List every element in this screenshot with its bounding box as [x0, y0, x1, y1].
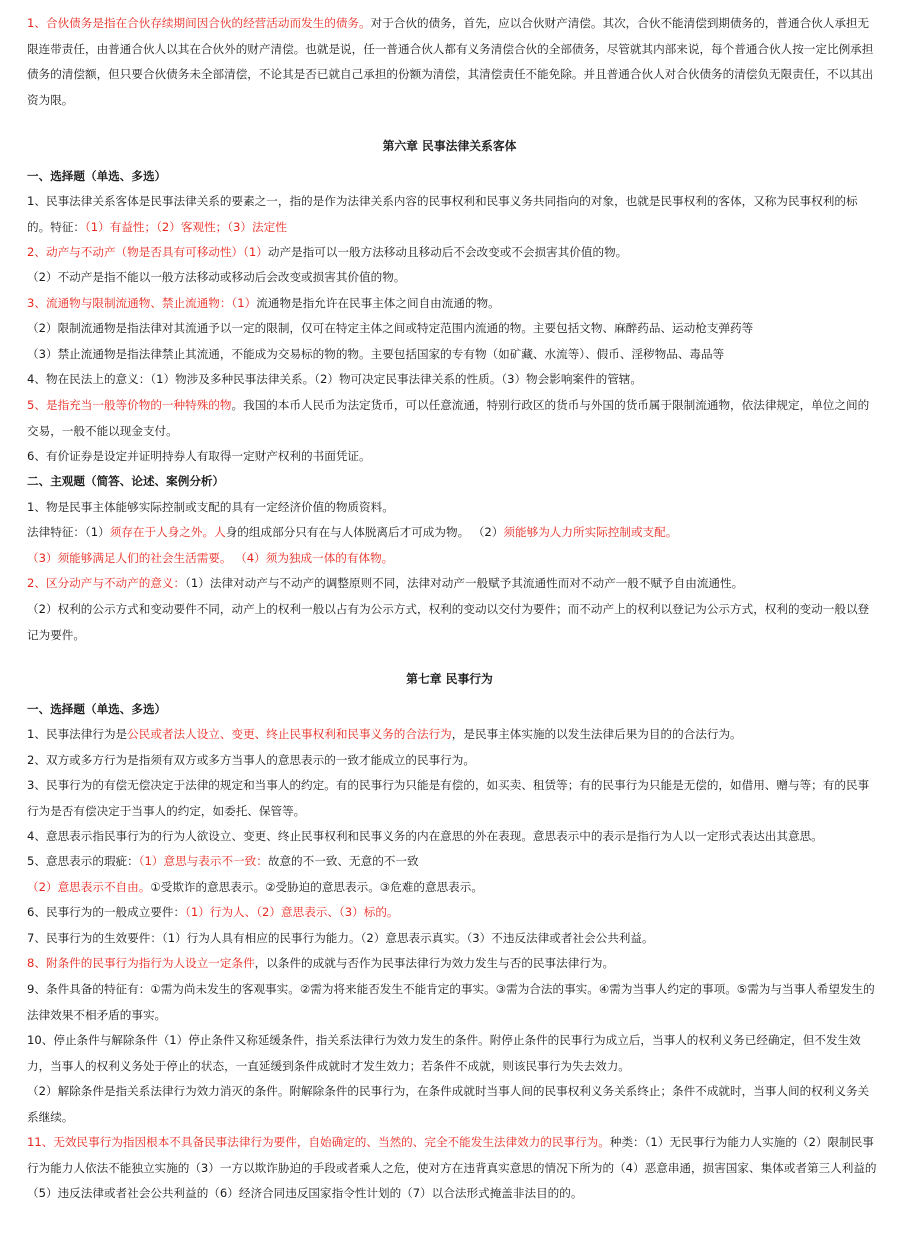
ch7-item-6: 6、民事行为的一般成立要件：（1）行为人、（2）意思表示、（3）标的。 — [27, 905, 399, 919]
ch7-section-1-heading: 一、选择题（单选、多选） — [27, 702, 167, 716]
ch6-item-2: 2、动产与不动产（物是否具有可移动性）（1）动产是指可以一般方法移动且移动后不会改变或不会损害其价值的物。 — [27, 245, 628, 259]
ch7-item-3: 3、民事行为的有偿无偿决定于法律的规定和当事人的约定。有的民事行为只能是有偿的，如买卖、租赁等；有的民事行为只能是无偿的，如借用、赠与等；有的民事行为是否有偿决定于当事人的约定，如委托、保管等。 — [27, 778, 870, 818]
ch6-item-3: 3、流通物与限制流通物、禁止流通物：（1）流通物是指允许在民事主体之间自由流通的物。 — [27, 296, 500, 310]
ch7-item-7: 7、民事行为的生效要件：（1）行为人具有相应的民事行为能力。（2）意思表示真实。（3）不违反法律或者社会公共利益。 — [27, 931, 654, 945]
ch7-item-10-sub: （2）解除条件是指关系法律行为效力消灭的条件。附解除条件的民事行为，在条件成就时当事人间的民事权利义务关系终止；条件不成就时，当事人间的权利义务关系继续。 — [27, 1084, 870, 1124]
ch6-item-5: 5、是指充当一般等价物的一种特殊的物。我国的本币人民币为法定货币，可以任意流通，特别行政区的货币与外国的货币属于限制流通物，依法律规定，单位之间的交易，一般不能以现金支付。 — [27, 398, 870, 438]
ch6-section-2-heading: 二、主观题（简答、论述、案例分析） — [27, 474, 225, 488]
ch6-item-1: 1、民事法律关系客体是民事法律关系的要素之一，指的是作为法律关系内容的民事权利和民事义务共同指向的对象，也就是民事权利的客体，又称为民事权利的标的。特征：（1）有益性；（2）客观性；（3）法定性 — [27, 194, 858, 234]
ch6-legal-features-cont: （3）须能够满足人们的社会生活需要。 （4）须为独成一体的有体物。 — [27, 551, 394, 565]
ch6-section-1-heading: 一、选择题（单选、多选） — [27, 169, 167, 183]
ch7-item-2: 2、双方或多方行为是指须有双方或多方当事人的意思表示的一致才能成立的民事行为。 — [27, 753, 475, 767]
ch6-item-3-sub-3: （3）禁止流通物是指法律禁止其流通，不能成为交易标的物的物。主要包括国家的专有物（如矿藏、水流等）、假币、淫秽物品、毒品等 — [27, 347, 725, 361]
ch7-item-4: 4、意思表示指民事行为的行为人欲设立、变更、终止民事权利和民事义务的内在意思的外在表现。意思表示中的表示是指行为人以一定形式表达出其意思。 — [27, 829, 823, 843]
ch6-subjective-2: 2、区分动产与不动产的意义：（1）法律对动产与不动产的调整原则不同，法律对动产一般赋予其流通性而对不动产一般不赋予自由流通性。 — [27, 576, 744, 590]
ch6-item-2-sub: （2）不动产是指不能以一般方法移动或移动后会改变或损害其价值的物。 — [27, 270, 406, 284]
ch7-item-8: 8、附条件的民事行为指行为人设立一定条件，以条件的成就与否作为民事法律行为效力发生与否的民事法律行为。 — [27, 956, 615, 970]
ch6-item-3-sub-2: （2）限制流通物是指法律对其流通予以一定的限制，仅可在特定主体之间或特定范围内流通的物。主要包括文物、麻醉药品、运动枪支弹药等 — [27, 321, 754, 335]
ch6-item-4: 4、物在民法上的意义：（1）物涉及多种民事法律关系。（2）物可决定民事法律关系的性质。（3）物会影响案件的管辖。 — [27, 372, 642, 386]
chapter-7-title: 第七章 民事行为 — [406, 672, 493, 686]
ch7-item-9: 9、条件具备的特征有：①需为尚未发生的客观事实。②需为将来能否发生不能肯定的事实。③需为合法的事实。④需为当事人约定的事项。⑤需为与当事人希望发生的法律效果不相矛盾的事实。 — [27, 982, 875, 1022]
ch6-legal-features: 法律特征：（1）须存在于人身之外。人身的组成部分只有在与人体脱离后才可成为物。 （2）须能够为人力所实际控制或支配。 — [27, 525, 678, 539]
ch6-subjective-2-sub: （2）权利的公示方式和变动要件不同，动产上的权利一般以占有为公示方式，权利的变动以交付为要件；而不动产上的权利以登记为公示方式，权利的变动一般以登记为要件。 — [27, 602, 870, 642]
ch6-item-6: 6、有价证券是设定并证明持券人有取得一定财产权利的书面凭证。 — [27, 449, 371, 463]
ch7-item-5-sub: （2）意思表示不自由。①受欺诈的意思表示。②受胁迫的意思表示。③危难的意思表示。 — [27, 880, 483, 894]
ch7-item-5: 5、意思表示的瑕疵：（1）意思与表示不一致：故意的不一致、无意的不一致 — [27, 854, 419, 868]
ch7-item-11: 11、无效民事行为指因根本不具备民事法律行为要件，自始确定的、当然的、完全不能发生法律效力的民事行为。种类：（1）无民事行为能力人实施的（2）限制民事行为能力人依法不能独立实施的（3）一方以欺诈胁迫的手段或者乘人之危，使对方在违背真实意思的情况下所为的（4）恶意串通，损害国家、集体或者第三人利益的（5）违反法律或者社会公共利益的（6）经济合同违反国家指令性计划的（7）以合法形式掩盖非法目的的。 — [27, 1135, 877, 1200]
chapter-6-title: 第六章 民事法律关系客体 — [382, 139, 517, 153]
ch6-subjective-1: 1、物是民事主体能够实际控制或支配的具有一定经济价值的物质资料。 — [27, 500, 394, 514]
ch7-item-1: 1、民事法律行为是公民或者法人设立、变更、终止民事权利和民事义务的合法行为，是民事主体实施的以发生法律后果为目的的合法行为。 — [27, 727, 742, 741]
ch7-item-10: 10、停止条件与解除条件（1）停止条件又称延缓条件，指关系法律行为效力发生的条件。附停止条件的民事行为成立后，当事人的权利义务已经确定，但不发生效力，当事人的权利义务处于停止的状态，一直延缓到条件成就时才发生效力；若条件不成就，则该民事行为失去效力。 — [27, 1033, 861, 1073]
intro-paragraph: 1、合伙债务是指在合伙存续期间因合伙的经营活动而发生的债务。对于合伙的债务，首先，应以合伙财产清偿。其次，合伙不能清偿到期债务的，普通合伙人承担无限连带责任，由普通合伙人以其在合伙外的财产清偿。也就是说，任一普通合伙人都有义务清偿合伙的全部债务，尽管就其内部来说，每个普通合伙人按一定比例承担债务的清偿额，但只要合伙债务未全部清偿，不论其是否已就自己承担的份额为清偿，其清偿责任不能免除。并且普通合伙人对合伙债务的清偿负无限责任，不以其出资为限。 — [27, 16, 874, 107]
